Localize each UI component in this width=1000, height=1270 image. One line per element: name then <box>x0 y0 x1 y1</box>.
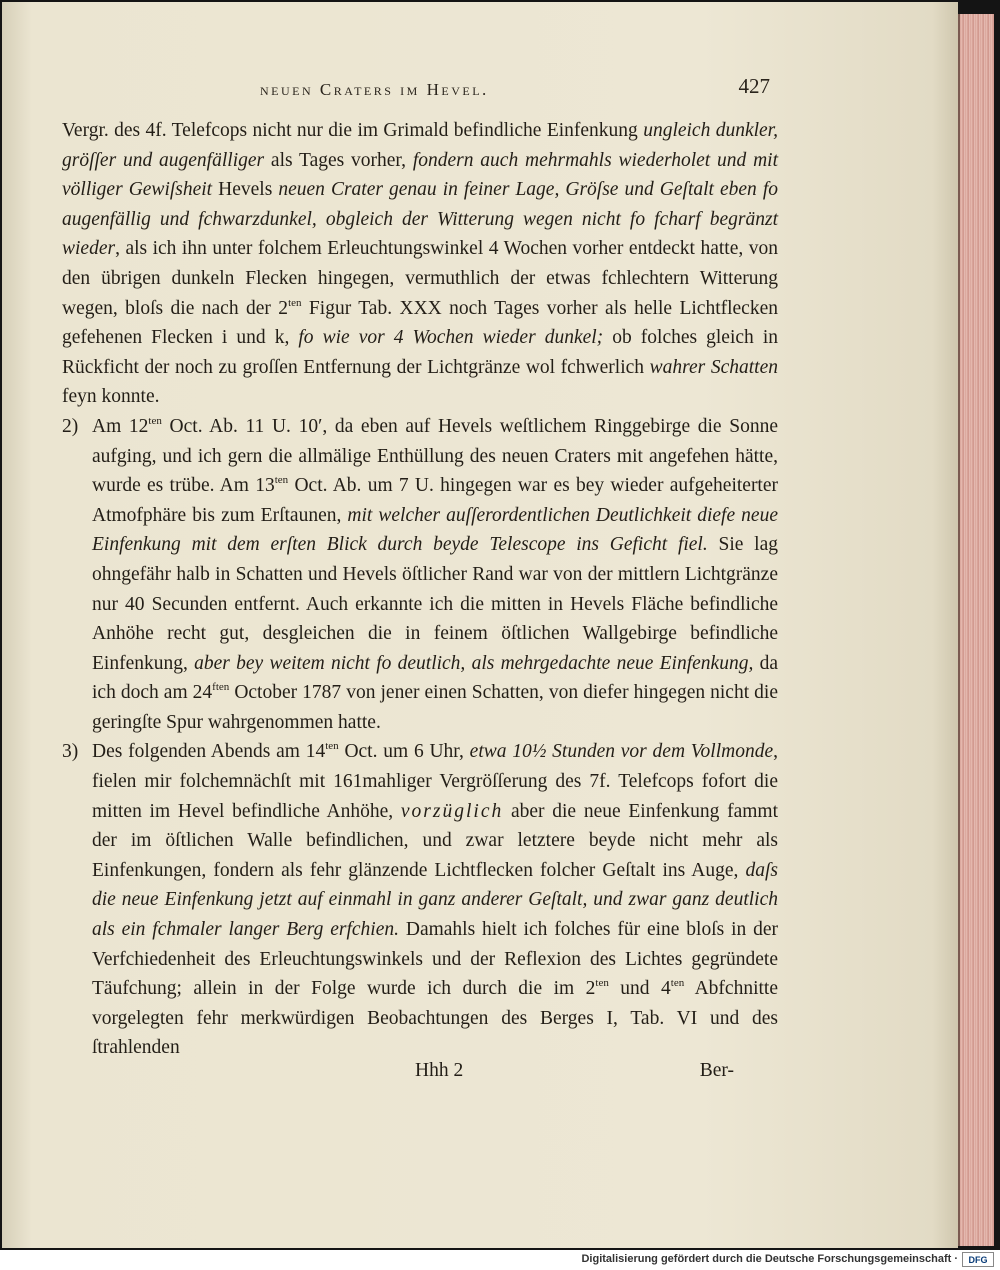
text-run: October 1787 von jener einen Schatten, von diefer hingegen nicht die geringſte Spur wahrgenommen hatte. <box>92 682 778 733</box>
text-run: feyn konnte. <box>62 386 160 408</box>
spaced-italic-run: vorzüglich <box>400 800 504 822</box>
signature-mark: Hhh 2 <box>415 1060 464 1081</box>
italic-run: aber bey weitem nicht fo deutlich, als mehrgedachte neue Einfenkung, <box>194 652 754 674</box>
numbered-item-2 <box>62 412 778 738</box>
item-body <box>92 737 778 1063</box>
superscript: ten <box>325 740 339 753</box>
footer-bar <box>0 1250 1000 1270</box>
item-number: 2) <box>62 415 79 437</box>
item-body <box>92 412 778 738</box>
text-run: Damahls hielt ich folches für eine bloſs in der Verfchiedenheit des Erleuchtungswinkels und der Reflexion des Lichtes gegründete Täufchung; allein in der Folge wurde ich durch die im 2 <box>92 919 778 1000</box>
italic-run: mit welcher auſſerordentlichen Deutlichkeit diefe neue Einfenkung mit dem erſten Blick durch beyde Telescope ins Geficht fiel. <box>92 504 778 556</box>
superscript: ten <box>148 414 162 427</box>
paragraph-continuation <box>62 116 778 412</box>
numbered-item-3 <box>62 737 778 1063</box>
text-run: Figur Tab. XXX noch Tages vorher als helle Lichtflecken gefehenen Flecken i und k, <box>62 297 778 349</box>
superscript: ten <box>595 977 609 990</box>
text-run: Vergr. des 4f. Telefcops nicht nur die im Grimald befindliche Einfenkung <box>62 120 644 141</box>
text-run: Abfchnitte vorgelegten fehr merkwürdigen Beobachtungen des Berges I, Tab. VI und des ſtrahlenden <box>92 978 778 1059</box>
text-run: Oct. Ab. um 7 U. hingegen war es bey wieder aufgeheiterter Atmofphäre bis zum Erſtaunen, <box>92 475 778 526</box>
superscript: ten <box>274 474 289 487</box>
italic-run: neuen Crater genau in feiner Lage, Gröſse und Geſtalt eben fo augenfällig und fchwarzdunkel, obgleich der Witterung wegen nicht fo fcharf begränzt wieder <box>62 179 779 260</box>
text-run: , als ich ihn unter folchem Erleuchtungswinkel 4 Wochen vorher entdeckt hatte, von den übrigen dunkeln Flecken hingegen, vermuthlich der etwas fchlechtern Witterung wegen, bloſs die nach der 2 <box>62 238 778 319</box>
text-run: Sie lag ohngefähr halb in Schatten und Hevels öſtlicher Rand war von der mittlern Lichtgränze nur 40 Secunden entfernt. Auch erkannte ich die mitten in Hevels Fläche befindliche Anhöhe recht gut, desgleichen die in feinem öſtlichen Wallgebirge befindliche Einfenkung, <box>92 534 778 674</box>
catchword: Ber- <box>699 1060 734 1081</box>
dfg-logo: DFG <box>962 1252 994 1267</box>
funding-credit: Digitalisierung gefördert durch die Deutsche Forschungsgemeinschaft · <box>581 1253 958 1265</box>
italic-run: daſs die neue Einfenkung jetzt auf einmahl in ganz anderer Geſtalt, und zwar ganz deutlich als ein fchmaler langer Berg erfchien. <box>92 859 778 941</box>
italic-run: wahrer Schatten <box>649 356 778 378</box>
text-run: , fielen mir folchemnächſt mit 161mahliger Vergröſſerung des 7f. Telefcops fofort die mitten im Hevel befindliche Anhöhe, <box>92 741 778 822</box>
text-run: Oct. Ab. 11 U. 10′, da eben auf Hevels weſtlichem Ringgebirge die Sonne aufging, und ich gern die allmälige Enthüllung des neuen Craters mit angefehen hätte, wurde es trübe. Am 13 <box>92 415 778 497</box>
italic-run: ungleich dunkler, gröſſer und augenfälliger <box>62 120 778 171</box>
text-run: Des folgenden Abends am 14 <box>92 741 326 763</box>
text-run: aber die neue Einfenkung fammt der im öſtlichen Walle befindlichen, und zwar letztere beyde nicht mehr als Einfenkungen, fondern als fehr glänzende Lichtflecken folcher Geſtalt ins Auge, <box>92 800 778 881</box>
superscript: ften <box>212 681 230 694</box>
item-number: 3) <box>62 741 79 763</box>
text-run: da ich doch am 24 <box>92 652 779 704</box>
text-run: Hevels <box>212 179 279 201</box>
superscript: ten <box>288 296 302 309</box>
italic-run: fo wie vor 4 Wochen wieder dunkel; <box>298 327 604 349</box>
page-edges <box>958 14 994 1246</box>
page-number: 427 <box>738 74 770 98</box>
text-run: Am 12 <box>92 415 149 437</box>
superscript: ten <box>670 977 685 990</box>
running-title: neuen Craters im Hevel. <box>260 80 489 99</box>
body-text <box>62 116 778 1063</box>
text-run: als Tages vorher, <box>264 149 413 171</box>
page-header <box>260 72 770 102</box>
text-run: Oct. um 6 Uhr, <box>338 741 470 763</box>
italic-run: etwa 10½ Stunden vor dem Vollmonde <box>469 741 774 763</box>
italic-run: fondern auch mehrmahls wiederholet und mit völliger Gewiſsheit <box>62 149 778 201</box>
text-run: und 4 <box>608 978 671 1000</box>
book-page <box>2 2 958 1248</box>
text-run: ob folches gleich in Rückficht der noch zu groſſen Entfernung der Lichtgränze wol fchwerlich <box>62 327 778 378</box>
